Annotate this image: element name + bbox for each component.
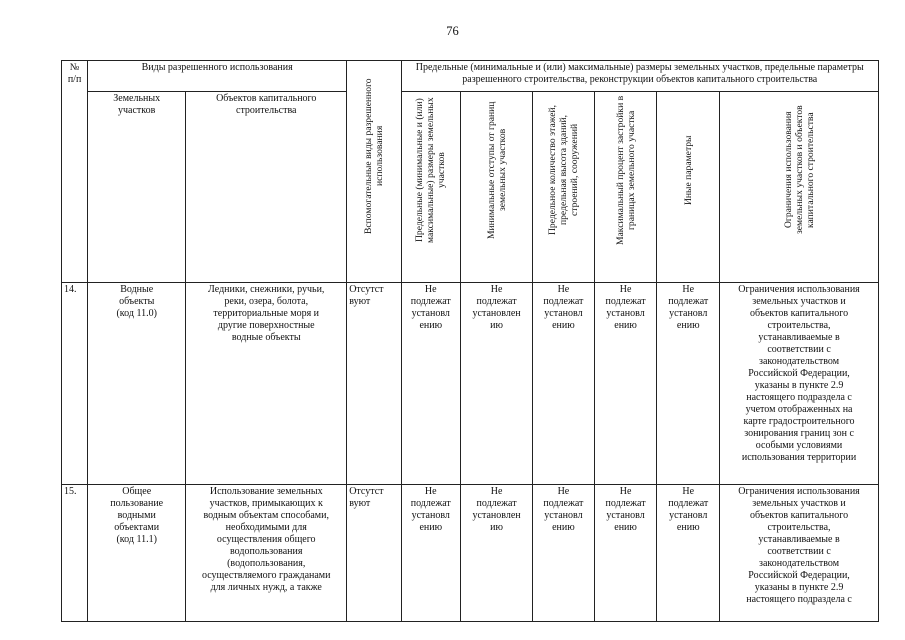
row-objects: Использование земельных участков, примыкающих к водным объектам способами, необходимыми для осуществления общего водопользования (водопользования, осуществляемого гражданами для личных нужд, а также: [186, 485, 347, 622]
header-params-group: Предельные (минимальные и (или) максимальные) размеры земельных участков, предельные параметры разрешенного строительства, реконструкции объектов капитального строительства: [401, 61, 879, 92]
header-row-top: [62, 61, 879, 92]
row-p-limits: Ограничения использования земельных участков и объектов капитального строительства, устанавливаемые в соответствии с законодательством Российской Федерации, указаны в пункте 2.9 настоящего подраздела с учетом отображенных на карте градостроительного зонирования границ зон с особыми условиями использования территории: [720, 283, 879, 485]
header-p-sizes: Предельные (минимальные и (или) максимальные) размеры земельных участков: [401, 92, 461, 283]
row-p-floors: Не подлежат установл ению: [533, 485, 595, 622]
header-auxiliary: Вспомогательные виды разрешенного использования: [347, 61, 401, 283]
row-objects: Ледники, снежники, ручьи, реки, озера, болота, территориальные моря и другие поверхностные водные объекты: [186, 283, 347, 485]
row-auxiliary: Отсутст вуют: [347, 485, 401, 622]
row-p-setback: Не подлежат установлен ию: [461, 283, 533, 485]
row-p-other: Не подлежат установл ению: [657, 283, 720, 485]
table-row: [62, 485, 879, 622]
row-num: 15.: [62, 485, 88, 622]
row-p-sizes: Не подлежат установл ению: [401, 485, 461, 622]
header-vri-group: Виды разрешенного использования: [88, 61, 347, 92]
row-p-floors: Не подлежат установл ению: [533, 283, 595, 485]
row-p-other: Не подлежат установл ению: [657, 485, 720, 622]
row-p-setback: Не подлежат установлен ию: [461, 485, 533, 622]
header-p-coverage: Максимальный процент застройки в границах земельного участка: [594, 92, 657, 283]
row-p-limits: Ограничения использования земельных участков и объектов капитального строительства, устанавливаемые в соответствии с законодательством Российской Федерации, указаны в пункте 2.9 настоящего подраздела с: [720, 485, 879, 622]
land-use-table: [61, 60, 879, 622]
row-p-coverage: Не подлежат установл ению: [594, 283, 657, 485]
header-p-floors: Предельное количество этажей, предельная высота зданий, строений, сооружений: [533, 92, 595, 283]
header-row-sub: [62, 92, 879, 283]
row-auxiliary: Отсутст вуют: [347, 283, 401, 485]
table-row: [62, 283, 879, 485]
row-num: 14.: [62, 283, 88, 485]
header-objects: Объектов капитального строительства: [186, 92, 347, 283]
header-p-setback: Минимальные отступы от границ земельных участков: [461, 92, 533, 283]
row-land: Водные объекты (код 11.0): [88, 283, 186, 485]
row-p-coverage: Не подлежат установл ению: [594, 485, 657, 622]
row-p-sizes: Не подлежат установл ению: [401, 283, 461, 485]
page-number: 76: [446, 24, 459, 38]
header-p-limits: Ограничения использования земельных участков и объектов капитального строительства: [720, 92, 879, 283]
row-land: Общее пользование водными объектами (код 11.1): [88, 485, 186, 622]
header-num: № п/п: [62, 61, 88, 283]
header-land: Земельных участков: [88, 92, 186, 283]
header-p-other: Иные параметры: [657, 92, 720, 283]
